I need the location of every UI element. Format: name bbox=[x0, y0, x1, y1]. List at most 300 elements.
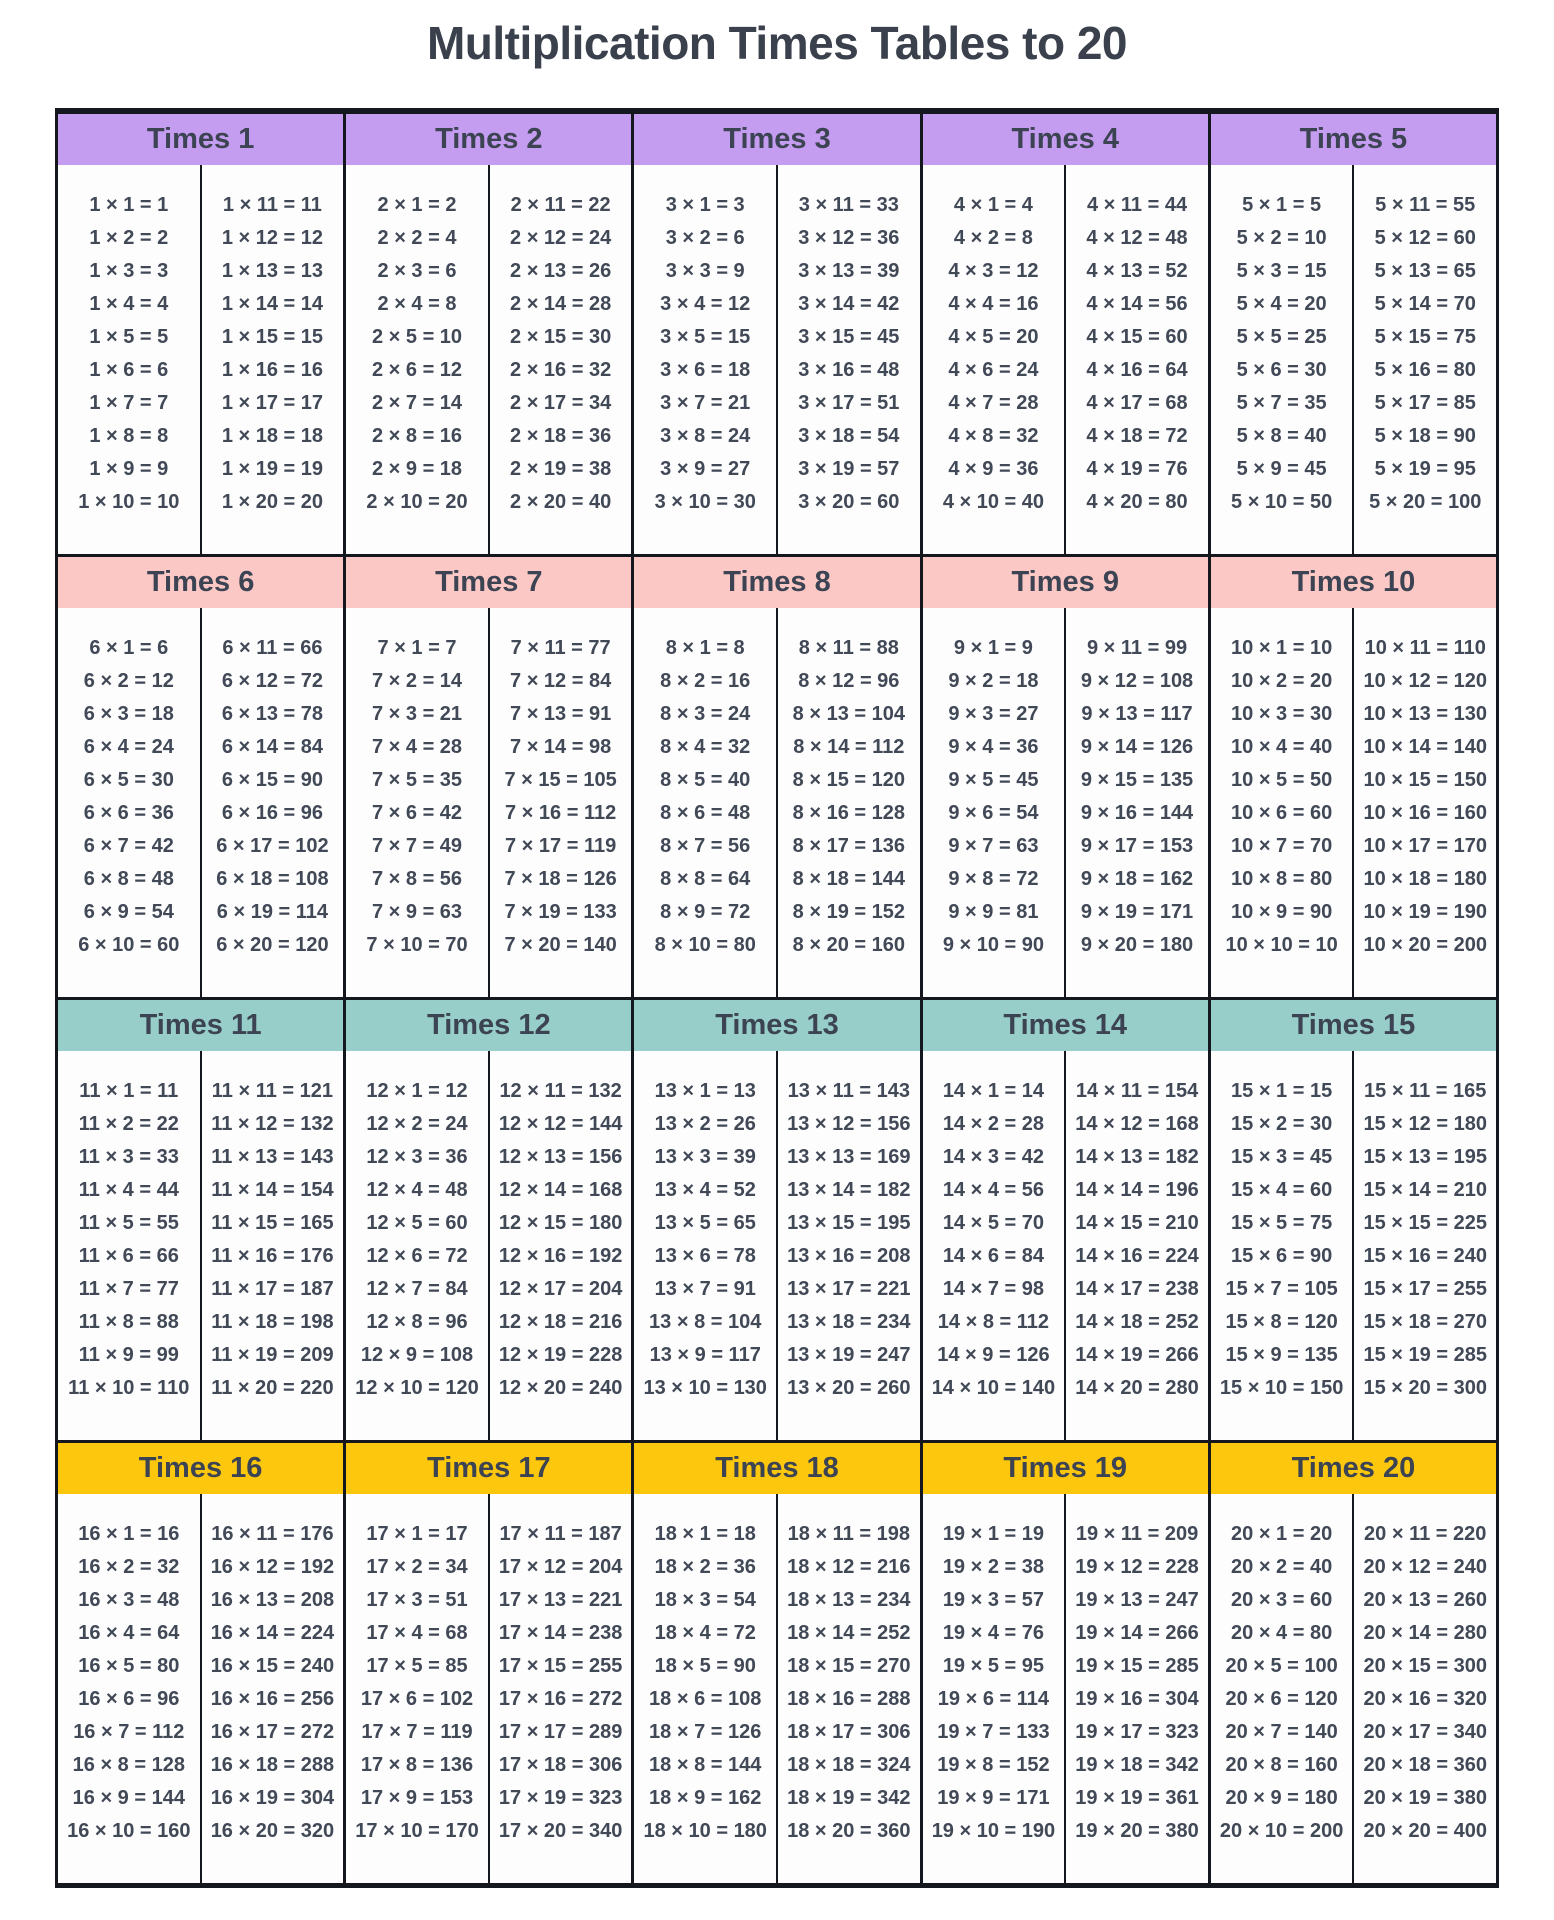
equations-column-left bbox=[1211, 165, 1355, 554]
equation-cell: 11 × 8 = 88 bbox=[78, 1311, 179, 1333]
equation-cell: 19 × 20 = 380 bbox=[1075, 1820, 1199, 1842]
equation-cell: 6 × 14 = 84 bbox=[221, 736, 324, 758]
times-table-block-5 bbox=[1211, 114, 1496, 554]
equation-cell: 19 × 8 = 152 bbox=[937, 1754, 1050, 1776]
equation-cell: 6 × 11 = 66 bbox=[222, 637, 323, 659]
equations-column-right bbox=[778, 165, 920, 554]
equation-cell: 17 × 14 = 238 bbox=[498, 1622, 623, 1644]
equation-cell: 5 × 13 = 65 bbox=[1374, 260, 1476, 282]
equations-column-left bbox=[58, 1494, 202, 1883]
equation-cell: 16 × 12 = 192 bbox=[210, 1556, 335, 1578]
times-table-block-17 bbox=[346, 1443, 634, 1883]
equation-cell: 15 × 19 = 285 bbox=[1363, 1344, 1487, 1366]
equation-cell: 17 × 16 = 272 bbox=[498, 1688, 623, 1710]
block-header: Times 4 bbox=[923, 114, 1208, 165]
equation-cell: 20 × 12 = 240 bbox=[1363, 1556, 1487, 1578]
block-header: Times 16 bbox=[58, 1443, 343, 1494]
equation-cell: 12 × 11 = 132 bbox=[499, 1080, 622, 1102]
equation-cell: 5 × 20 = 100 bbox=[1369, 491, 1482, 513]
equation-cell: 8 × 20 = 160 bbox=[792, 934, 905, 956]
equation-cell: 2 × 8 = 16 bbox=[371, 425, 463, 447]
equation-cell: 10 × 2 = 20 bbox=[1231, 670, 1333, 692]
equations-column-left bbox=[1211, 1494, 1355, 1883]
equation-cell: 7 × 20 = 140 bbox=[504, 934, 617, 956]
times-tables-grid bbox=[55, 108, 1499, 1888]
equation-cell: 18 × 20 = 360 bbox=[787, 1820, 911, 1842]
band-row-3 bbox=[58, 1000, 1496, 1443]
equation-cell: 1 × 10 = 10 bbox=[78, 491, 180, 513]
equation-cell: 20 × 4 = 80 bbox=[1231, 1622, 1333, 1644]
equation-cell: 12 × 10 = 120 bbox=[355, 1377, 479, 1399]
equation-cell: 12 × 6 = 72 bbox=[366, 1245, 468, 1267]
block-body bbox=[634, 1051, 919, 1440]
times-table-block-14 bbox=[923, 1000, 1211, 1440]
equation-cell: 13 × 14 = 182 bbox=[787, 1179, 911, 1201]
equation-cell: 3 × 17 = 51 bbox=[798, 392, 900, 414]
band-row-4 bbox=[58, 1443, 1496, 1883]
equation-cell: 11 × 6 = 66 bbox=[78, 1245, 179, 1267]
equation-cell: 17 × 12 = 204 bbox=[498, 1556, 623, 1578]
equation-cell: 14 × 3 = 42 bbox=[942, 1146, 1045, 1168]
equation-cell: 8 × 13 = 104 bbox=[792, 703, 905, 725]
equation-cell: 19 × 15 = 285 bbox=[1075, 1655, 1199, 1677]
equation-cell: 1 × 13 = 13 bbox=[221, 260, 324, 282]
equations-column-right bbox=[778, 1494, 920, 1883]
block-body bbox=[58, 1051, 343, 1440]
equation-cell: 10 × 14 = 140 bbox=[1363, 736, 1487, 758]
equation-cell: 2 × 16 = 32 bbox=[510, 359, 612, 381]
equation-cell: 10 × 19 = 190 bbox=[1363, 901, 1487, 923]
equation-cell: 8 × 19 = 152 bbox=[792, 901, 905, 923]
equation-cell: 13 × 15 = 195 bbox=[787, 1212, 911, 1234]
equation-cell: 8 × 12 = 96 bbox=[798, 670, 900, 692]
equation-cell: 5 × 19 = 95 bbox=[1374, 458, 1476, 480]
times-table-block-11 bbox=[58, 1000, 346, 1440]
equations-column-right bbox=[1354, 1494, 1496, 1883]
block-body bbox=[346, 165, 631, 554]
equation-cell: 18 × 7 = 126 bbox=[649, 1721, 762, 1743]
equation-cell: 12 × 20 = 240 bbox=[498, 1377, 623, 1399]
block-header: Times 10 bbox=[1211, 557, 1496, 608]
block-body bbox=[58, 1494, 343, 1883]
equation-cell: 18 × 11 = 198 bbox=[787, 1523, 910, 1545]
equation-cell: 20 × 13 = 260 bbox=[1363, 1589, 1487, 1611]
band-row-1 bbox=[58, 114, 1496, 557]
equation-cell: 20 × 17 = 340 bbox=[1363, 1721, 1487, 1743]
equation-cell: 2 × 7 = 14 bbox=[371, 392, 463, 414]
equation-cell: 9 × 9 = 81 bbox=[948, 901, 1039, 923]
equation-cell: 10 × 6 = 60 bbox=[1231, 802, 1333, 824]
equation-cell: 4 × 4 = 16 bbox=[948, 293, 1039, 315]
times-table-block-12 bbox=[346, 1000, 634, 1440]
equation-cell: 8 × 17 = 136 bbox=[792, 835, 905, 857]
equation-cell: 1 × 14 = 14 bbox=[221, 293, 324, 315]
equation-cell: 16 × 20 = 320 bbox=[210, 1820, 335, 1842]
equation-cell: 17 × 20 = 340 bbox=[498, 1820, 623, 1842]
equation-cell: 13 × 17 = 221 bbox=[787, 1278, 911, 1300]
equation-cell: 2 × 5 = 10 bbox=[371, 326, 463, 348]
equation-cell: 5 × 12 = 60 bbox=[1374, 227, 1476, 249]
equation-cell: 18 × 12 = 216 bbox=[787, 1556, 911, 1578]
equation-cell: 10 × 9 = 90 bbox=[1231, 901, 1333, 923]
equations-column-right bbox=[202, 1494, 344, 1883]
equation-cell: 9 × 19 = 171 bbox=[1080, 901, 1194, 923]
equations-column-left bbox=[634, 165, 778, 554]
equation-cell: 3 × 15 = 45 bbox=[798, 326, 900, 348]
block-header: Times 12 bbox=[346, 1000, 631, 1051]
equation-cell: 17 × 18 = 306 bbox=[498, 1754, 623, 1776]
equation-cell: 5 × 14 = 70 bbox=[1374, 293, 1476, 315]
equation-cell: 16 × 10 = 160 bbox=[67, 1820, 191, 1842]
equation-cell: 1 × 12 = 12 bbox=[221, 227, 324, 249]
times-table-block-8 bbox=[634, 557, 922, 997]
equation-cell: 19 × 2 = 38 bbox=[942, 1556, 1045, 1578]
equation-cell: 13 × 11 = 143 bbox=[787, 1080, 910, 1102]
times-table-block-7 bbox=[346, 557, 634, 997]
equation-cell: 7 × 4 = 28 bbox=[371, 736, 463, 758]
block-header: Times 5 bbox=[1211, 114, 1496, 165]
equation-cell: 18 × 3 = 54 bbox=[654, 1589, 756, 1611]
times-table-block-15 bbox=[1211, 1000, 1496, 1440]
equation-cell: 8 × 3 = 24 bbox=[660, 703, 751, 725]
equation-cell: 10 × 4 = 40 bbox=[1231, 736, 1333, 758]
times-table-block-13 bbox=[634, 1000, 922, 1440]
equation-cell: 14 × 9 = 126 bbox=[937, 1344, 1050, 1366]
equation-cell: 14 × 20 = 280 bbox=[1075, 1377, 1199, 1399]
equation-cell: 10 × 13 = 130 bbox=[1363, 703, 1487, 725]
equation-cell: 12 × 13 = 156 bbox=[498, 1146, 623, 1168]
equation-cell: 5 × 2 = 10 bbox=[1236, 227, 1327, 249]
equation-cell: 7 × 15 = 105 bbox=[504, 769, 617, 791]
equation-cell: 16 × 7 = 112 bbox=[73, 1721, 185, 1743]
equation-cell: 1 × 18 = 18 bbox=[221, 425, 324, 447]
equation-cell: 5 × 18 = 90 bbox=[1374, 425, 1476, 447]
equation-cell: 9 × 16 = 144 bbox=[1080, 802, 1194, 824]
equations-column-left bbox=[58, 1051, 202, 1440]
times-table-block-1 bbox=[58, 114, 346, 554]
equation-cell: 14 × 2 = 28 bbox=[942, 1113, 1045, 1135]
equation-cell: 8 × 4 = 32 bbox=[660, 736, 751, 758]
block-body bbox=[923, 1494, 1208, 1883]
equation-cell: 17 × 10 = 170 bbox=[355, 1820, 479, 1842]
equation-cell: 16 × 14 = 224 bbox=[210, 1622, 335, 1644]
equation-cell: 2 × 11 = 22 bbox=[510, 194, 611, 216]
times-table-block-20 bbox=[1211, 1443, 1496, 1883]
block-header: Times 20 bbox=[1211, 1443, 1496, 1494]
equation-cell: 7 × 13 = 91 bbox=[510, 703, 612, 725]
block-body bbox=[923, 165, 1208, 554]
equation-cell: 19 × 19 = 361 bbox=[1075, 1787, 1199, 1809]
equations-column-right bbox=[490, 165, 632, 554]
equation-cell: 20 × 3 = 60 bbox=[1231, 1589, 1333, 1611]
equations-column-right bbox=[1066, 1051, 1208, 1440]
equations-column-left bbox=[923, 608, 1067, 997]
equation-cell: 6 × 13 = 78 bbox=[221, 703, 324, 725]
equation-cell: 2 × 1 = 2 bbox=[377, 194, 457, 216]
equation-cell: 14 × 15 = 210 bbox=[1075, 1212, 1199, 1234]
equation-cell: 5 × 1 = 5 bbox=[1242, 194, 1322, 216]
equation-cell: 20 × 1 = 20 bbox=[1231, 1523, 1333, 1545]
equation-cell: 19 × 7 = 133 bbox=[937, 1721, 1050, 1743]
equation-cell: 4 × 13 = 52 bbox=[1086, 260, 1188, 282]
equation-cell: 8 × 15 = 120 bbox=[792, 769, 905, 791]
equation-cell: 11 × 5 = 55 bbox=[78, 1212, 179, 1234]
equation-cell: 6 × 8 = 48 bbox=[83, 868, 174, 890]
equation-cell: 11 × 3 = 33 bbox=[78, 1146, 179, 1168]
equation-cell: 1 × 1 = 1 bbox=[89, 194, 169, 216]
equation-cell: 10 × 10 = 10 bbox=[1225, 934, 1338, 956]
equation-cell: 12 × 4 = 48 bbox=[366, 1179, 468, 1201]
equation-cell: 6 × 17 = 102 bbox=[216, 835, 329, 857]
equation-cell: 18 × 1 = 18 bbox=[654, 1523, 756, 1545]
equation-cell: 2 × 18 = 36 bbox=[510, 425, 612, 447]
equation-cell: 3 × 20 = 60 bbox=[798, 491, 900, 513]
equation-cell: 12 × 16 = 192 bbox=[498, 1245, 623, 1267]
block-header: Times 6 bbox=[58, 557, 343, 608]
equation-cell: 8 × 5 = 40 bbox=[660, 769, 751, 791]
equation-cell: 1 × 5 = 5 bbox=[89, 326, 169, 348]
equation-cell: 18 × 14 = 252 bbox=[787, 1622, 911, 1644]
equation-cell: 20 × 20 = 400 bbox=[1363, 1820, 1487, 1842]
equation-cell: 19 × 4 = 76 bbox=[942, 1622, 1045, 1644]
equation-cell: 16 × 9 = 144 bbox=[72, 1787, 185, 1809]
block-body bbox=[923, 1051, 1208, 1440]
equation-cell: 5 × 5 = 25 bbox=[1236, 326, 1327, 348]
equation-cell: 2 × 13 = 26 bbox=[510, 260, 612, 282]
equation-cell: 10 × 15 = 150 bbox=[1363, 769, 1487, 791]
equation-cell: 14 × 14 = 196 bbox=[1075, 1179, 1199, 1201]
equation-cell: 14 × 8 = 112 bbox=[937, 1311, 1050, 1333]
equation-cell: 16 × 2 = 32 bbox=[78, 1556, 180, 1578]
equation-cell: 8 × 9 = 72 bbox=[660, 901, 751, 923]
equation-cell: 14 × 16 = 224 bbox=[1075, 1245, 1199, 1267]
equations-column-right bbox=[490, 1494, 632, 1883]
equation-cell: 14 × 5 = 70 bbox=[942, 1212, 1045, 1234]
equation-cell: 16 × 3 = 48 bbox=[78, 1589, 180, 1611]
equation-cell: 20 × 14 = 280 bbox=[1363, 1622, 1487, 1644]
equation-cell: 1 × 8 = 8 bbox=[89, 425, 169, 447]
equation-cell: 12 × 8 = 96 bbox=[366, 1311, 468, 1333]
times-table-block-9 bbox=[923, 557, 1211, 997]
equations-column-right bbox=[1066, 608, 1208, 997]
equation-cell: 6 × 6 = 36 bbox=[83, 802, 174, 824]
equations-column-left bbox=[346, 165, 490, 554]
equation-cell: 14 × 19 = 266 bbox=[1075, 1344, 1199, 1366]
equation-cell: 6 × 16 = 96 bbox=[221, 802, 324, 824]
equation-cell: 11 × 17 = 187 bbox=[211, 1278, 334, 1300]
equation-cell: 11 × 18 = 198 bbox=[211, 1311, 334, 1333]
equation-cell: 6 × 10 = 60 bbox=[78, 934, 180, 956]
equations-column-left bbox=[346, 1494, 490, 1883]
equation-cell: 13 × 8 = 104 bbox=[649, 1311, 762, 1333]
equations-column-right bbox=[490, 608, 632, 997]
equation-cell: 6 × 7 = 42 bbox=[83, 835, 174, 857]
equation-cell: 17 × 13 = 221 bbox=[498, 1589, 623, 1611]
block-body bbox=[346, 1494, 631, 1883]
equation-cell: 5 × 11 = 55 bbox=[1375, 194, 1476, 216]
equation-cell: 4 × 15 = 60 bbox=[1086, 326, 1188, 348]
equation-cell: 14 × 1 = 14 bbox=[942, 1080, 1045, 1102]
equation-cell: 8 × 8 = 64 bbox=[660, 868, 751, 890]
equation-cell: 19 × 16 = 304 bbox=[1075, 1688, 1199, 1710]
block-body bbox=[58, 608, 343, 997]
times-table-block-18 bbox=[634, 1443, 922, 1883]
equation-cell: 15 × 3 = 45 bbox=[1231, 1146, 1333, 1168]
equation-cell: 10 × 18 = 180 bbox=[1363, 868, 1487, 890]
block-body bbox=[58, 165, 343, 554]
equation-cell: 13 × 2 = 26 bbox=[654, 1113, 756, 1135]
equation-cell: 20 × 9 = 180 bbox=[1225, 1787, 1338, 1809]
equations-column-left bbox=[634, 1051, 778, 1440]
equation-cell: 19 × 14 = 266 bbox=[1075, 1622, 1199, 1644]
equation-cell: 16 × 16 = 256 bbox=[210, 1688, 335, 1710]
equation-cell: 16 × 1 = 16 bbox=[78, 1523, 180, 1545]
equation-cell: 12 × 2 = 24 bbox=[366, 1113, 468, 1135]
times-table-block-3 bbox=[634, 114, 922, 554]
equation-cell: 5 × 8 = 40 bbox=[1236, 425, 1327, 447]
equations-column-right bbox=[202, 608, 344, 997]
equation-cell: 2 × 6 = 12 bbox=[371, 359, 463, 381]
equation-cell: 4 × 12 = 48 bbox=[1086, 227, 1188, 249]
equation-cell: 20 × 8 = 160 bbox=[1225, 1754, 1338, 1776]
equation-cell: 20 × 7 = 140 bbox=[1225, 1721, 1338, 1743]
equation-cell: 12 × 14 = 168 bbox=[498, 1179, 623, 1201]
equation-cell: 5 × 9 = 45 bbox=[1236, 458, 1327, 480]
equation-cell: 13 × 16 = 208 bbox=[787, 1245, 911, 1267]
equation-cell: 3 × 18 = 54 bbox=[798, 425, 900, 447]
equation-cell: 13 × 18 = 234 bbox=[787, 1311, 911, 1333]
block-header: Times 18 bbox=[634, 1443, 919, 1494]
equation-cell: 17 × 11 = 187 bbox=[499, 1523, 622, 1545]
times-table-block-16 bbox=[58, 1443, 346, 1883]
equation-cell: 8 × 14 = 112 bbox=[793, 736, 905, 758]
equation-cell: 5 × 16 = 80 bbox=[1374, 359, 1476, 381]
equation-cell: 16 × 5 = 80 bbox=[78, 1655, 180, 1677]
equation-cell: 18 × 5 = 90 bbox=[654, 1655, 756, 1677]
equation-cell: 12 × 19 = 228 bbox=[498, 1344, 623, 1366]
equation-cell: 7 × 5 = 35 bbox=[371, 769, 463, 791]
equation-cell: 10 × 17 = 170 bbox=[1363, 835, 1487, 857]
equation-cell: 17 × 1 = 17 bbox=[366, 1523, 468, 1545]
equation-cell: 4 × 2 = 8 bbox=[953, 227, 1033, 249]
equation-cell: 19 × 13 = 247 bbox=[1075, 1589, 1199, 1611]
equation-cell: 1 × 11 = 11 bbox=[222, 194, 322, 216]
equation-cell: 14 × 6 = 84 bbox=[942, 1245, 1045, 1267]
equation-cell: 2 × 14 = 28 bbox=[510, 293, 612, 315]
equation-cell: 12 × 9 = 108 bbox=[360, 1344, 474, 1366]
equation-cell: 14 × 7 = 98 bbox=[942, 1278, 1045, 1300]
equation-cell: 15 × 17 = 255 bbox=[1363, 1278, 1487, 1300]
equation-cell: 3 × 10 = 30 bbox=[654, 491, 756, 513]
equation-cell: 6 × 19 = 114 bbox=[216, 901, 329, 923]
equation-cell: 20 × 18 = 360 bbox=[1363, 1754, 1487, 1776]
equation-cell: 16 × 19 = 304 bbox=[210, 1787, 335, 1809]
equation-cell: 14 × 13 = 182 bbox=[1075, 1146, 1199, 1168]
equation-cell: 12 × 3 = 36 bbox=[366, 1146, 468, 1168]
equation-cell: 3 × 7 = 21 bbox=[660, 392, 751, 414]
equation-cell: 20 × 2 = 40 bbox=[1231, 1556, 1333, 1578]
equation-cell: 2 × 2 = 4 bbox=[377, 227, 457, 249]
equation-cell: 15 × 8 = 120 bbox=[1225, 1311, 1338, 1333]
equation-cell: 16 × 17 = 272 bbox=[210, 1721, 335, 1743]
equation-cell: 16 × 4 = 64 bbox=[78, 1622, 180, 1644]
equations-column-left bbox=[1211, 608, 1355, 997]
equation-cell: 4 × 11 = 44 bbox=[1086, 194, 1188, 216]
equation-cell: 7 × 17 = 119 bbox=[505, 835, 617, 857]
equation-cell: 19 × 10 = 190 bbox=[931, 1820, 1056, 1842]
equation-cell: 1 × 6 = 6 bbox=[89, 359, 169, 381]
equation-cell: 20 × 15 = 300 bbox=[1363, 1655, 1487, 1677]
equation-cell: 8 × 18 = 144 bbox=[792, 868, 905, 890]
equation-cell: 20 × 6 = 120 bbox=[1225, 1688, 1338, 1710]
equation-cell: 9 × 1 = 9 bbox=[953, 637, 1033, 659]
times-table-block-10 bbox=[1211, 557, 1496, 997]
equation-cell: 3 × 19 = 57 bbox=[798, 458, 900, 480]
equation-cell: 3 × 3 = 9 bbox=[665, 260, 745, 282]
equation-cell: 2 × 20 = 40 bbox=[510, 491, 612, 513]
times-table-block-2 bbox=[346, 114, 634, 554]
equation-cell: 4 × 6 = 24 bbox=[948, 359, 1039, 381]
equation-cell: 17 × 7 = 119 bbox=[361, 1721, 473, 1743]
times-table-block-19 bbox=[923, 1443, 1211, 1883]
equation-cell: 13 × 7 = 91 bbox=[654, 1278, 756, 1300]
equation-cell: 18 × 16 = 288 bbox=[787, 1688, 911, 1710]
equations-column-left bbox=[634, 1494, 778, 1883]
equation-cell: 18 × 19 = 342 bbox=[787, 1787, 911, 1809]
equation-cell: 4 × 20 = 80 bbox=[1086, 491, 1188, 513]
equation-cell: 5 × 3 = 15 bbox=[1236, 260, 1327, 282]
equation-cell: 4 × 3 = 12 bbox=[948, 260, 1039, 282]
equation-cell: 5 × 15 = 75 bbox=[1374, 326, 1476, 348]
equation-cell: 15 × 11 = 165 bbox=[1364, 1080, 1487, 1102]
block-header: Times 3 bbox=[634, 114, 919, 165]
equation-cell: 19 × 9 = 171 bbox=[937, 1787, 1050, 1809]
equation-cell: 11 × 10 = 110 bbox=[68, 1377, 190, 1399]
equation-cell: 7 × 19 = 133 bbox=[504, 901, 617, 923]
equation-cell: 18 × 8 = 144 bbox=[649, 1754, 762, 1776]
equations-column-left bbox=[58, 165, 202, 554]
equation-cell: 6 × 18 = 108 bbox=[216, 868, 329, 890]
equation-cell: 7 × 10 = 70 bbox=[366, 934, 468, 956]
equation-cell: 15 × 5 = 75 bbox=[1231, 1212, 1333, 1234]
equation-cell: 1 × 7 = 7 bbox=[89, 392, 169, 414]
equation-cell: 9 × 7 = 63 bbox=[948, 835, 1039, 857]
equation-cell: 13 × 6 = 78 bbox=[654, 1245, 756, 1267]
equation-cell: 3 × 11 = 33 bbox=[798, 194, 899, 216]
equation-cell: 19 × 5 = 95 bbox=[942, 1655, 1045, 1677]
equation-cell: 15 × 14 = 210 bbox=[1363, 1179, 1487, 1201]
times-table-block-4 bbox=[923, 114, 1211, 554]
block-body bbox=[1211, 1051, 1496, 1440]
equation-cell: 7 × 12 = 84 bbox=[510, 670, 612, 692]
equation-cell: 13 × 19 = 247 bbox=[787, 1344, 911, 1366]
equation-cell: 5 × 10 = 50 bbox=[1231, 491, 1333, 513]
block-body bbox=[923, 608, 1208, 997]
equation-cell: 15 × 9 = 135 bbox=[1225, 1344, 1338, 1366]
equation-cell: 13 × 9 = 117 bbox=[649, 1344, 761, 1366]
equations-column-left bbox=[346, 1051, 490, 1440]
block-body bbox=[634, 165, 919, 554]
equation-cell: 9 × 11 = 99 bbox=[1086, 637, 1188, 659]
equations-column-right bbox=[1354, 1051, 1496, 1440]
equation-cell: 13 × 12 = 156 bbox=[787, 1113, 911, 1135]
equation-cell: 2 × 9 = 18 bbox=[371, 458, 463, 480]
equation-cell: 8 × 2 = 16 bbox=[660, 670, 751, 692]
equation-cell: 17 × 2 = 34 bbox=[366, 1556, 468, 1578]
equations-column-right bbox=[490, 1051, 632, 1440]
equation-cell: 4 × 8 = 32 bbox=[948, 425, 1039, 447]
equation-cell: 15 × 4 = 60 bbox=[1231, 1179, 1333, 1201]
